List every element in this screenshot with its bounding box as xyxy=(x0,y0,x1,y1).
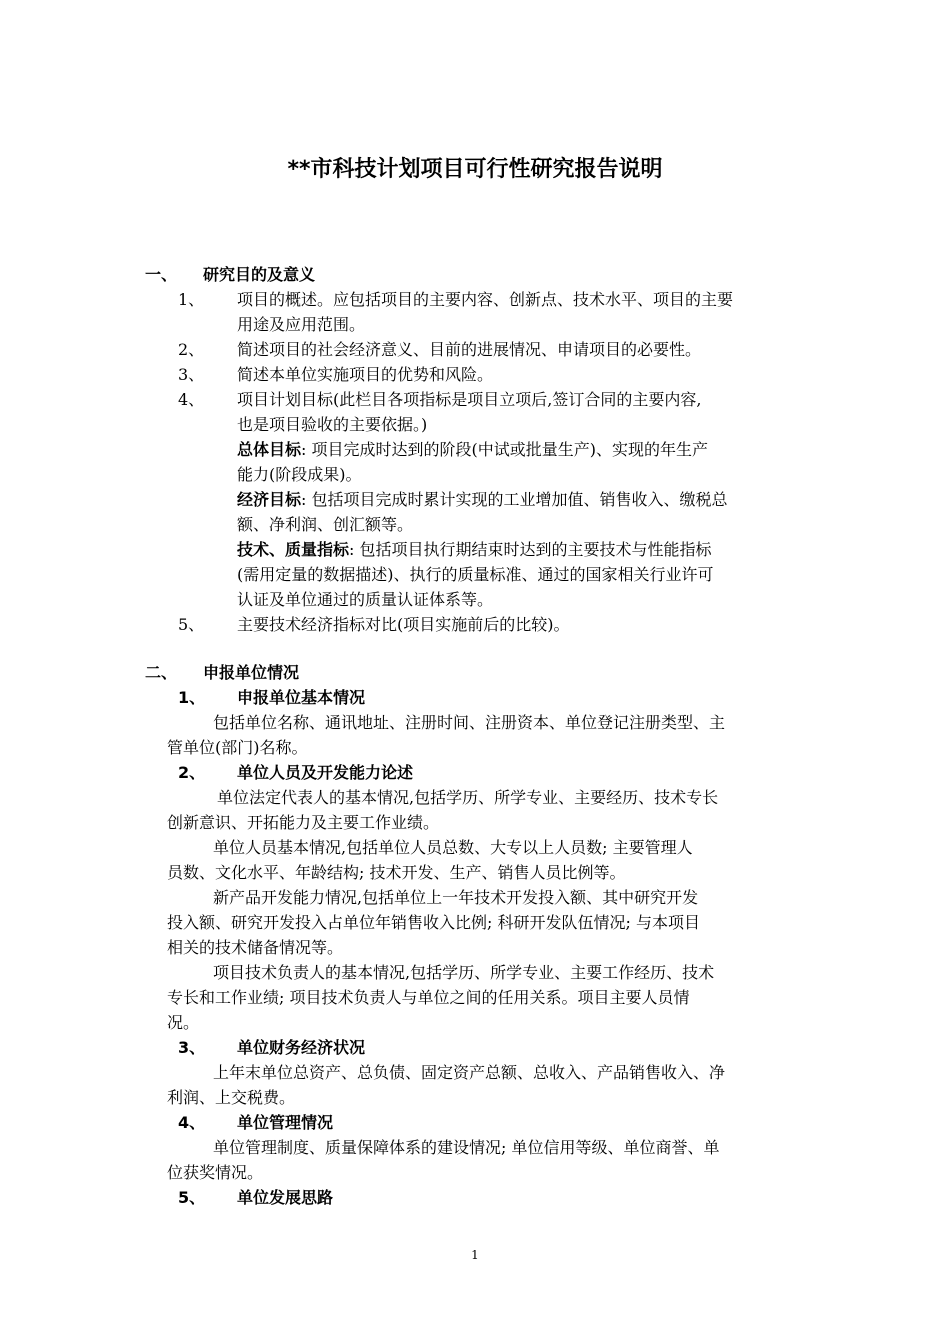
subsection-heading: 1、 申报单位基本情况 xyxy=(178,688,366,707)
paragraph: 新产品开发能力情况,包括单位上一年技术开发投入额、其中研究开发 投入额、研究开发投入占单位年销售收入比例; 科研开发队伍情况; 与本项目 相关的技术储备情况等。 xyxy=(167,888,700,957)
paragraph: 单位人员基本情况,包括单位人员总数、大专以上人员数; 主要管理人 员数、文化水平、年龄结构; 技术开发、生产、销售人员比例等。 xyxy=(167,838,693,882)
subsection-heading: 4、 单位管理情况 xyxy=(178,1113,334,1132)
goal-technical-label: 技术、质量指标 xyxy=(237,540,350,559)
section-1-number: 一、 xyxy=(145,265,178,284)
section-1-title: 研究目的及意义 xyxy=(203,265,316,284)
section-1-heading xyxy=(145,262,316,287)
section-2-body xyxy=(167,685,810,1210)
section-2-heading xyxy=(145,660,300,685)
section-2-title: 申报单位情况 xyxy=(203,663,300,682)
document-title: **市科技计划项目可行性研究报告说明 xyxy=(287,157,663,182)
paragraph: 单位管理制度、质量保障体系的建设情况; 单位信用等级、单位商誉、单 位获奖情况。 xyxy=(167,1138,720,1182)
subsection-heading: 5、 单位发展思路 xyxy=(178,1188,334,1207)
paragraph: 上年末单位总资产、总负债、固定资产总额、总收入、产品销售收入、净 利润、上交税费。 xyxy=(167,1063,726,1107)
list-item: 5、 主要技术经济指标对比(项目实施前后的比较)。 xyxy=(178,615,570,634)
paragraph: 项目技术负责人的基本情况,包括学历、所学专业、主要工作经历、技术 专长和工作业绩; 项目技术负责人与单位之间的任用关系。项目主要人员情 况。 xyxy=(167,963,715,1032)
list-item: 4、 项目计划目标(此栏目各项指标是项目立项后,签订合同的主要内容, xyxy=(178,390,702,409)
subsection-heading: 3、 单位财务经济状况 xyxy=(178,1038,366,1057)
goal-technical: 技术、质量指标: 包括项目执行期结束时达到的主要技术与性能指标 xyxy=(237,540,712,559)
subsection-heading: 2、 单位人员及开发能力论述 xyxy=(178,763,414,782)
section-2-number: 二、 xyxy=(145,663,178,682)
list-item: 2、 简述项目的社会经济意义、目前的进展情况、申请项目的必要性。 xyxy=(178,340,702,359)
list-item: 1、 项目的概述。应包括项目的主要内容、创新点、技术水平、项目的主要 xyxy=(178,290,734,309)
list-item: 3、 简述本单位实施项目的优势和风险。 xyxy=(178,365,494,384)
goal-overall: 总体目标: 项目完成时达到的阶段(中试或批量生产)、实现的年生产 xyxy=(237,440,708,459)
paragraph: 单位法定代表人的基本情况,包括学历、所学专业、主要经历、技术专长 创新意识、开拓能力及主要工作业绩。 xyxy=(167,788,719,832)
goal-overall-label: 总体目标 xyxy=(237,440,302,459)
goal-economic-label: 经济目标 xyxy=(237,490,302,509)
paragraph: 包括单位名称、通讯地址、注册时间、注册资本、单位登记注册类型、主 管单位(部门)名称。 xyxy=(167,713,726,757)
section-1-body: 1、 项目的概述。应包括项目的主要内容、创新点、技术水平、项目的主要 用途及应用范围。 2、 简述项目的社会经济意义、目前的进展情况、申请项目的必要性。 3、 简述本单位实施项目的优势和风险。 4、 项目计划目标(此栏目各项指标是项目立项后,签订合同的主要内容, 也是项目验收的主要依据。) 总体目标: 项目完成时达到的阶段(中试或批量生产)、实现的年生产 能力(阶段成果)。 经济目标: 包括项目完成时累计实现的工业增加值、销售收入、缴税总 额、净利润、创汇额等。 技术、质量指标: 包括项目执行期结束时达到的主要技术与性能指标 (需用定量的数据描述)、执行的质量标准、通过的国家相关行业许可 认证及单位通过的质量认证体系等。 5、 主要技术经济指标对比(项目实施前后的比较)。 xyxy=(178,287,810,637)
page-number: 1 xyxy=(471,1248,479,1262)
goal-economic: 经济目标: 包括项目完成时累计实现的工业增加值、销售收入、缴税总 xyxy=(237,490,728,509)
